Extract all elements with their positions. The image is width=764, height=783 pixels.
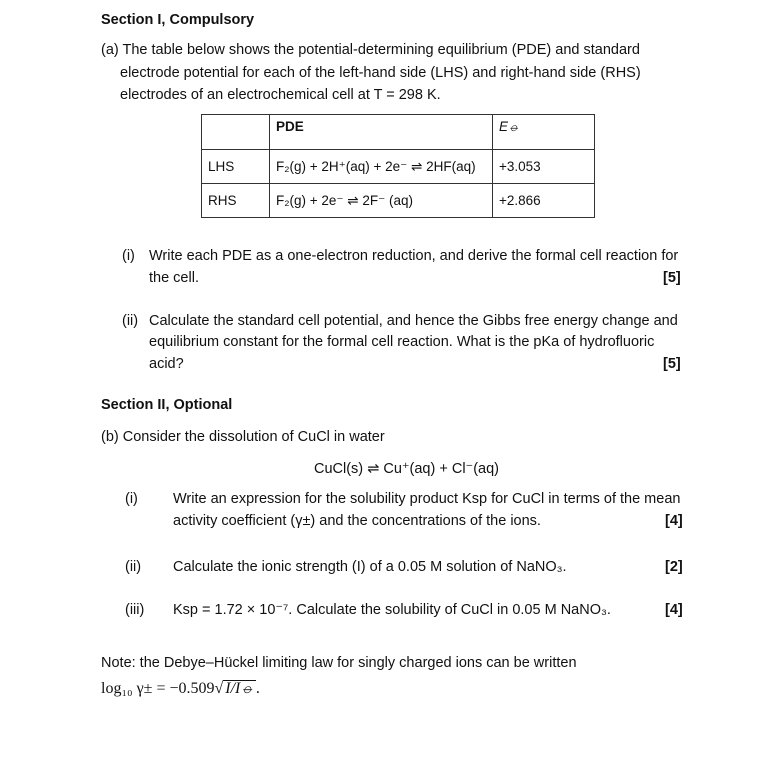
q-b-i-number: (i) bbox=[125, 491, 138, 507]
q-b-i-line2: activity coefficient (γ±) and the concentrations of the ions. bbox=[173, 513, 541, 529]
q-ii-line2: equilibrium constant for the formal cell reaction. What is the pKa of hydrofluoric bbox=[149, 334, 655, 350]
table-row bbox=[202, 184, 595, 218]
q-i-line2: the cell. bbox=[149, 270, 199, 286]
q-b-ii-marks: [2] bbox=[665, 559, 683, 575]
row-pde: F₂(g) + 2e⁻ ⇌ 2F⁻ (aq) bbox=[270, 184, 493, 218]
q-b-iii-text: Ksp = 1.72 × 10⁻⁷. Calculate the solubility of CuCl in 0.05 M NaNO₃. bbox=[173, 602, 611, 618]
q-ii-marks: [5] bbox=[663, 356, 681, 372]
q-i-line1: Write each PDE as a one-electron reduction, and derive the formal cell reaction for bbox=[149, 248, 679, 264]
row-potential: +3.053 bbox=[493, 150, 595, 184]
table-header-pde: PDE bbox=[270, 115, 493, 150]
part-a-line3: electrodes of an electrochemical cell at T = 298 K. bbox=[120, 87, 441, 103]
part-a-line2: electrode potential for each of the left-hand side (LHS) and right-hand side (RHS) bbox=[120, 65, 641, 81]
q-ii-line3: acid? bbox=[149, 356, 184, 372]
formula-lhs: log₁₀ γ± = −0.509 bbox=[101, 680, 215, 697]
section2-title: Section II, Optional bbox=[101, 397, 233, 413]
q-b-iii-marks: [4] bbox=[665, 602, 683, 618]
row-pde: F₂(g) + 2H⁺(aq) + 2e⁻ ⇌ 2HF(aq) bbox=[270, 150, 493, 184]
row-label: RHS bbox=[202, 184, 270, 218]
q-b-ii-text: Calculate the ionic strength (I) of a 0.05 M solution of NaNO₃. bbox=[173, 559, 567, 575]
section1-title: Section I, Compulsory bbox=[101, 12, 255, 28]
part-b-intro: (b) Consider the dissolution of CuCl in water bbox=[101, 429, 385, 445]
q-b-i-marks: [4] bbox=[665, 513, 683, 529]
row-potential: +2.866 bbox=[493, 184, 595, 218]
q-i-number: (i) bbox=[122, 248, 135, 264]
debye-huckel-note: Note: the Debye–Hückel limiting law for singly charged ions can be written bbox=[101, 655, 577, 671]
part-a-line1: (a) The table below shows the potential-determining equilibrium (PDE) and standard bbox=[101, 42, 640, 58]
q-ii-number: (ii) bbox=[122, 313, 139, 329]
q-b-iii-number: (iii) bbox=[125, 602, 145, 618]
table-header-e: E⦵ bbox=[493, 115, 595, 150]
debye-huckel-formula bbox=[101, 680, 260, 698]
q-b-i-line1: Write an expression for the solubility product Ksp for CuCl in terms of the mean bbox=[173, 491, 681, 507]
q-i-marks: [5] bbox=[663, 270, 681, 286]
pde-table bbox=[201, 114, 595, 218]
dissolution-equation: CuCl(s) ⇌ Cu⁺(aq) + Cl⁻(aq) bbox=[314, 461, 499, 477]
row-label: LHS bbox=[202, 150, 270, 184]
formula-root: I/I⦵ bbox=[225, 680, 254, 697]
q-ii-line1: Calculate the standard cell potential, and hence the Gibbs free energy change and bbox=[149, 313, 678, 329]
table-header-empty bbox=[202, 115, 270, 150]
table-header-row bbox=[202, 115, 595, 150]
sqrt-sign: √ bbox=[214, 680, 224, 697]
formula-end: . bbox=[255, 680, 260, 697]
table-row bbox=[202, 150, 595, 184]
q-b-ii-number: (ii) bbox=[125, 559, 142, 575]
